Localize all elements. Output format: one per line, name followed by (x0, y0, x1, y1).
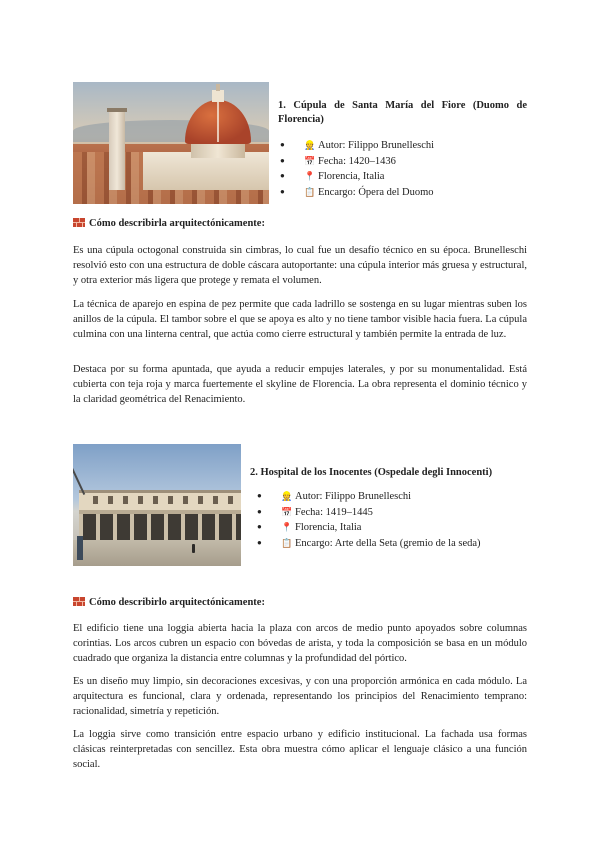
section1-heading: Cómo describirla arquitectónicamente: (73, 217, 265, 231)
list-item: ● 📍 Florencia, Italia (257, 520, 537, 536)
worker-icon: 👷 (304, 140, 316, 150)
list-item: ● 👷 Autor: Filippo Brunelleschi (257, 489, 537, 505)
list-item: ● 👷 Autor: Filippo Brunelleschi (280, 138, 530, 154)
section1-meta-list (280, 138, 530, 201)
section1-paragraph-1: Es una cúpula octogonal construida sin cimbras, lo cual fue un desafío técnico en su época. Brunelleschi resolvió esto con una estructura de doble cáscara autoportante: una cúpula interior más gruesa y estructural, y otra exterior más ligera que protege y remata el volumen. (73, 245, 527, 286)
calendar-icon: 📅 (281, 506, 293, 517)
clipboard-icon: 📋 (281, 538, 293, 549)
calendar-icon: 📅 (304, 155, 316, 166)
duomo-florence-photo (73, 82, 269, 204)
list-item: ● 📋 Encargo: Arte della Seta (gremio de la seda) (257, 536, 537, 552)
ospedale-innocenti-photo (73, 444, 241, 566)
section2-heading: Cómo describirlo arquitectónicamente: (73, 596, 265, 610)
pin-icon: 📍 (281, 522, 293, 533)
section2-title: 2. Hospital de los Inocentes (Ospedale degli Innocenti) (250, 467, 493, 478)
section1-title: 1. Cúpula de Santa María del Fiore (Duomo de Florencia) (278, 100, 527, 125)
worker-icon: 👷 (281, 491, 293, 501)
section2-paragraph-3: La loggia sirve como transición entre espacio urbano y edificio institucional. La fachada usa formas clásicas reinterpretadas con sencillez. Esta obra muestra cómo aplicar el lenguaje clásico a una función social. (73, 729, 527, 770)
list-item: ● 📍 Florencia, Italia (280, 169, 530, 185)
brick-icon (73, 597, 85, 606)
pin-icon: 📍 (304, 171, 316, 182)
clipboard-icon: 📋 (304, 187, 316, 198)
section2-paragraph-1: El edificio tiene una loggia abierta hacia la plaza con arcos de medio punto apoyados sobre columnas corintias. Los arcos cubren un espacio con bóvedas de arista, y toda la composición se basa en un módulo cuadrado que organiza la distancia entre columnas y la profundidad del pórtico. (73, 623, 527, 664)
list-item: ● 📅 Fecha: 1419–1445 (257, 505, 537, 521)
section2-meta-list (257, 489, 537, 552)
list-item: ● 📋 Encargo: Ópera del Duomo (280, 185, 530, 201)
brick-icon (73, 218, 85, 227)
section1-paragraph-2: La técnica de aparejo en espina de pez permite que cada ladrillo se sostenga en su lugar mientras suben los anillos de la cúpula. El tambor sobre el que se apoya es alto y no tiene tambor visible hacia fuera. La cúpula culmina con una linterna central, que actúa como cierre estructural y también permite la entrada de luz. (73, 299, 527, 340)
section2-paragraph-2: Es un diseño muy limpio, sin decoraciones excesivas, y con una proporción armónica en cada módulo. La arquitectura es funcional, clara y ordenada, representando los principios del Renacimiento temprano: racionalidad, simetría y repetición. (73, 676, 527, 717)
section1-paragraph-3: Destaca por su forma apuntada, que ayuda a reducir empujes laterales, y por su monumentalidad. Está cubierta con teja roja y marca fuertemente el skyline de Florencia. La obra representa el dominio técnico y la claridad geométrica del Renacimiento. (73, 364, 527, 405)
list-item: ● 📅 Fecha: 1420–1436 (280, 154, 530, 170)
